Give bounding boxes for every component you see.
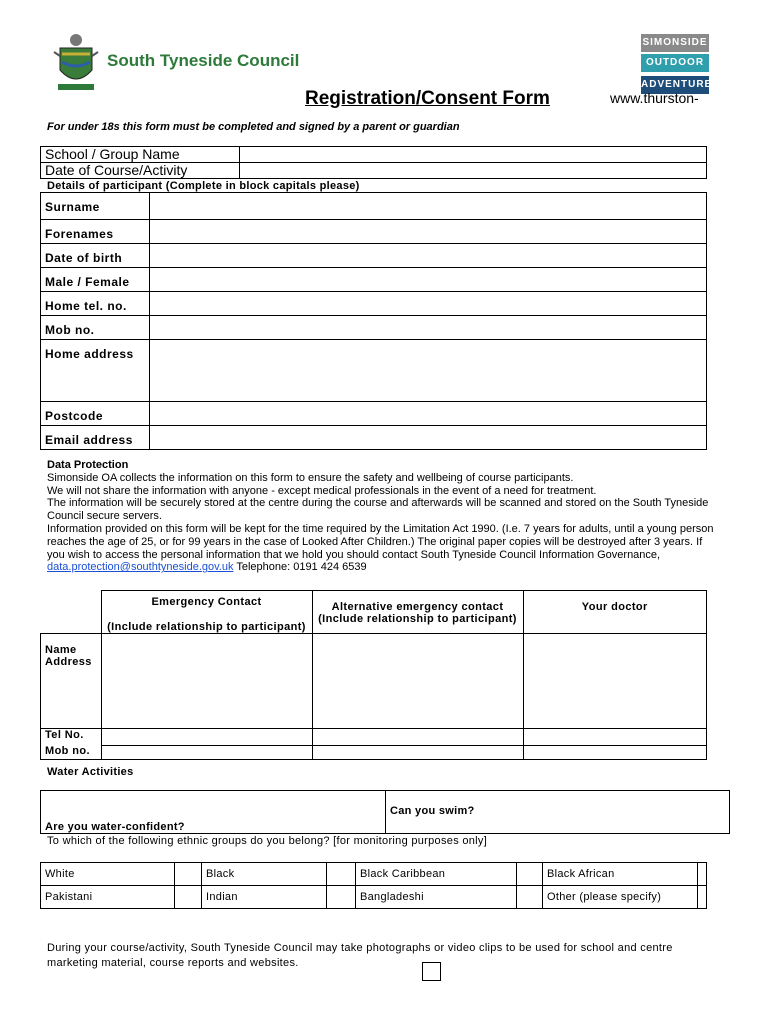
guardian-note: For under 18s this form must be completed and signed by a parent or guardian — [47, 121, 460, 133]
ethnic-question: To which of the following ethnic groups do you belong? [for monitoring purposes only] — [47, 835, 488, 847]
ethnic-black: Black — [202, 863, 327, 886]
sex-input[interactable] — [150, 268, 707, 292]
surname-label: Surname — [41, 193, 150, 220]
mob-label: Mob no. — [41, 316, 150, 340]
dp-paragraph-4-text: Information provided on this form will be kept for the time required by the Limitation Act 1990. (I.e. 7 years for adults, until a young person reaches the age of 25, or for 99 years in the case of Looked After Children.) The original paper copies will be destroyed after 3 years. If you wish to access the personal information that we hold you should contact South Tyneside Council Information Governance, — [47, 522, 714, 561]
website-url[interactable]: www.thurston- — [610, 90, 699, 106]
alternative-contact-title: Alternative emergency contact — [331, 601, 504, 613]
ethnic-bangladeshi: Bangladeshi — [356, 886, 517, 909]
can-swim-field[interactable]: Can you swim? — [386, 791, 730, 834]
name-address-label — [41, 634, 102, 729]
ethnic-other: Other (please specify) — [543, 886, 698, 909]
ethnic-black-african-checkbox[interactable] — [698, 863, 707, 886]
postcode-label: Postcode — [41, 402, 150, 426]
water-confident-field[interactable]: Are you water-confident? — [41, 791, 386, 834]
water-table — [40, 790, 730, 834]
contact-mob-label: Mob no. — [41, 745, 102, 760]
ethnic-black-african: Black African — [543, 863, 698, 886]
mob-input[interactable] — [150, 316, 707, 340]
ethnic-indian-checkbox[interactable] — [327, 886, 356, 909]
forenames-label: Forenames — [41, 220, 150, 244]
sex-label: Male / Female — [41, 268, 150, 292]
water-activities-heading: Water Activities — [47, 766, 134, 778]
page-title: Registration/Consent Form — [305, 88, 550, 109]
address-label: Home address — [41, 340, 150, 402]
contact-tel-label: Tel No. — [41, 729, 102, 746]
ethnic-pakistani: Pakistani — [41, 886, 175, 909]
badge-line-3: ADVENTURE — [641, 76, 709, 94]
data-protection-heading: Data Protection — [47, 459, 129, 471]
ethnic-black-caribbean: Black Caribbean — [356, 863, 517, 886]
school-table — [40, 146, 707, 179]
ethnic-table — [40, 862, 707, 909]
dp-phone: Telephone: 0191 424 6539 — [233, 561, 367, 574]
dp-paragraph-3: The information will be securely stored at the centre during the course and afterwards will be scanned and stored on the South Tyneside Council secure servers. — [47, 497, 709, 523]
home-tel-label: Home tel. no. — [41, 292, 150, 316]
dp-email-link[interactable]: data.protection@southtyneside.gov.uk — [47, 561, 234, 574]
dp-paragraph-2: We will not share the information with anyone - except medical professionals in the event of a need for treatment. — [47, 484, 597, 497]
data-protection-section — [47, 459, 717, 574]
contacts-table — [40, 590, 707, 760]
doctor-name-address-input[interactable] — [523, 634, 707, 729]
photo-consent-checkbox[interactable] — [422, 962, 441, 981]
ethnic-other-checkbox[interactable] — [698, 886, 707, 909]
emergency-tel-input[interactable] — [101, 729, 312, 746]
course-date-label: Date of Course/Activity — [41, 163, 240, 179]
alternative-contact-header — [312, 591, 523, 634]
participant-table — [40, 192, 707, 450]
dp-paragraph-4 — [47, 523, 717, 574]
photo-consent-text: During your course/activity, South Tyneside Council may take photographs or video clips to be used for school and centre marketing material, course reports and websites. — [47, 942, 673, 969]
contact-name-label: Name — [45, 644, 77, 656]
course-date-input[interactable] — [240, 163, 707, 179]
forenames-input[interactable] — [150, 220, 707, 244]
emergency-contact-title: Emergency Contact — [151, 596, 262, 608]
email-input[interactable] — [150, 426, 707, 450]
ethnic-black-caribbean-checkbox[interactable] — [517, 863, 543, 886]
dob-input[interactable] — [150, 244, 707, 268]
alternative-tel-input[interactable] — [312, 729, 523, 746]
school-input[interactable] — [240, 147, 707, 163]
ethnic-pakistani-checkbox[interactable] — [175, 886, 202, 909]
surname-input[interactable] — [150, 193, 707, 220]
doctor-header: Your doctor — [523, 591, 707, 634]
ethnic-white: White — [41, 863, 175, 886]
emergency-mob-input[interactable] — [101, 745, 312, 760]
postcode-input[interactable] — [150, 402, 707, 426]
dp-paragraph-1: Simonside OA collects the information on this form to ensure the safety and wellbeing of course participants. — [47, 471, 574, 484]
contact-address-label: Address — [45, 656, 92, 668]
doctor-mob-input[interactable] — [523, 745, 707, 760]
home-tel-input[interactable] — [150, 292, 707, 316]
alternative-contact-note: (Include relationship to participant) — [318, 613, 517, 625]
dob-label: Date of birth — [41, 244, 150, 268]
address-input[interactable] — [150, 340, 707, 402]
email-label: Email address — [41, 426, 150, 450]
ethnic-indian: Indian — [202, 886, 327, 909]
emergency-name-address-input[interactable] — [101, 634, 312, 729]
council-crest-logo — [52, 30, 100, 94]
alternative-mob-input[interactable] — [312, 745, 523, 760]
school-label: School / Group Name — [41, 147, 240, 163]
badge-line-1: SIMONSIDE — [641, 34, 709, 52]
ethnic-black-checkbox[interactable] — [327, 863, 356, 886]
council-name: South Tyneside Council — [107, 51, 300, 70]
participant-heading: Details of participant (Complete in block capitals please) — [47, 180, 360, 192]
ethnic-white-checkbox[interactable] — [175, 863, 202, 886]
alternative-name-address-input[interactable] — [312, 634, 523, 729]
emergency-contact-note: (Include relationship to participant) — [107, 621, 306, 633]
badge-line-2: OUTDOOR — [641, 54, 709, 72]
ethnic-bangladeshi-checkbox[interactable] — [517, 886, 543, 909]
doctor-tel-input[interactable] — [523, 729, 707, 746]
emergency-contact-header — [101, 591, 312, 634]
